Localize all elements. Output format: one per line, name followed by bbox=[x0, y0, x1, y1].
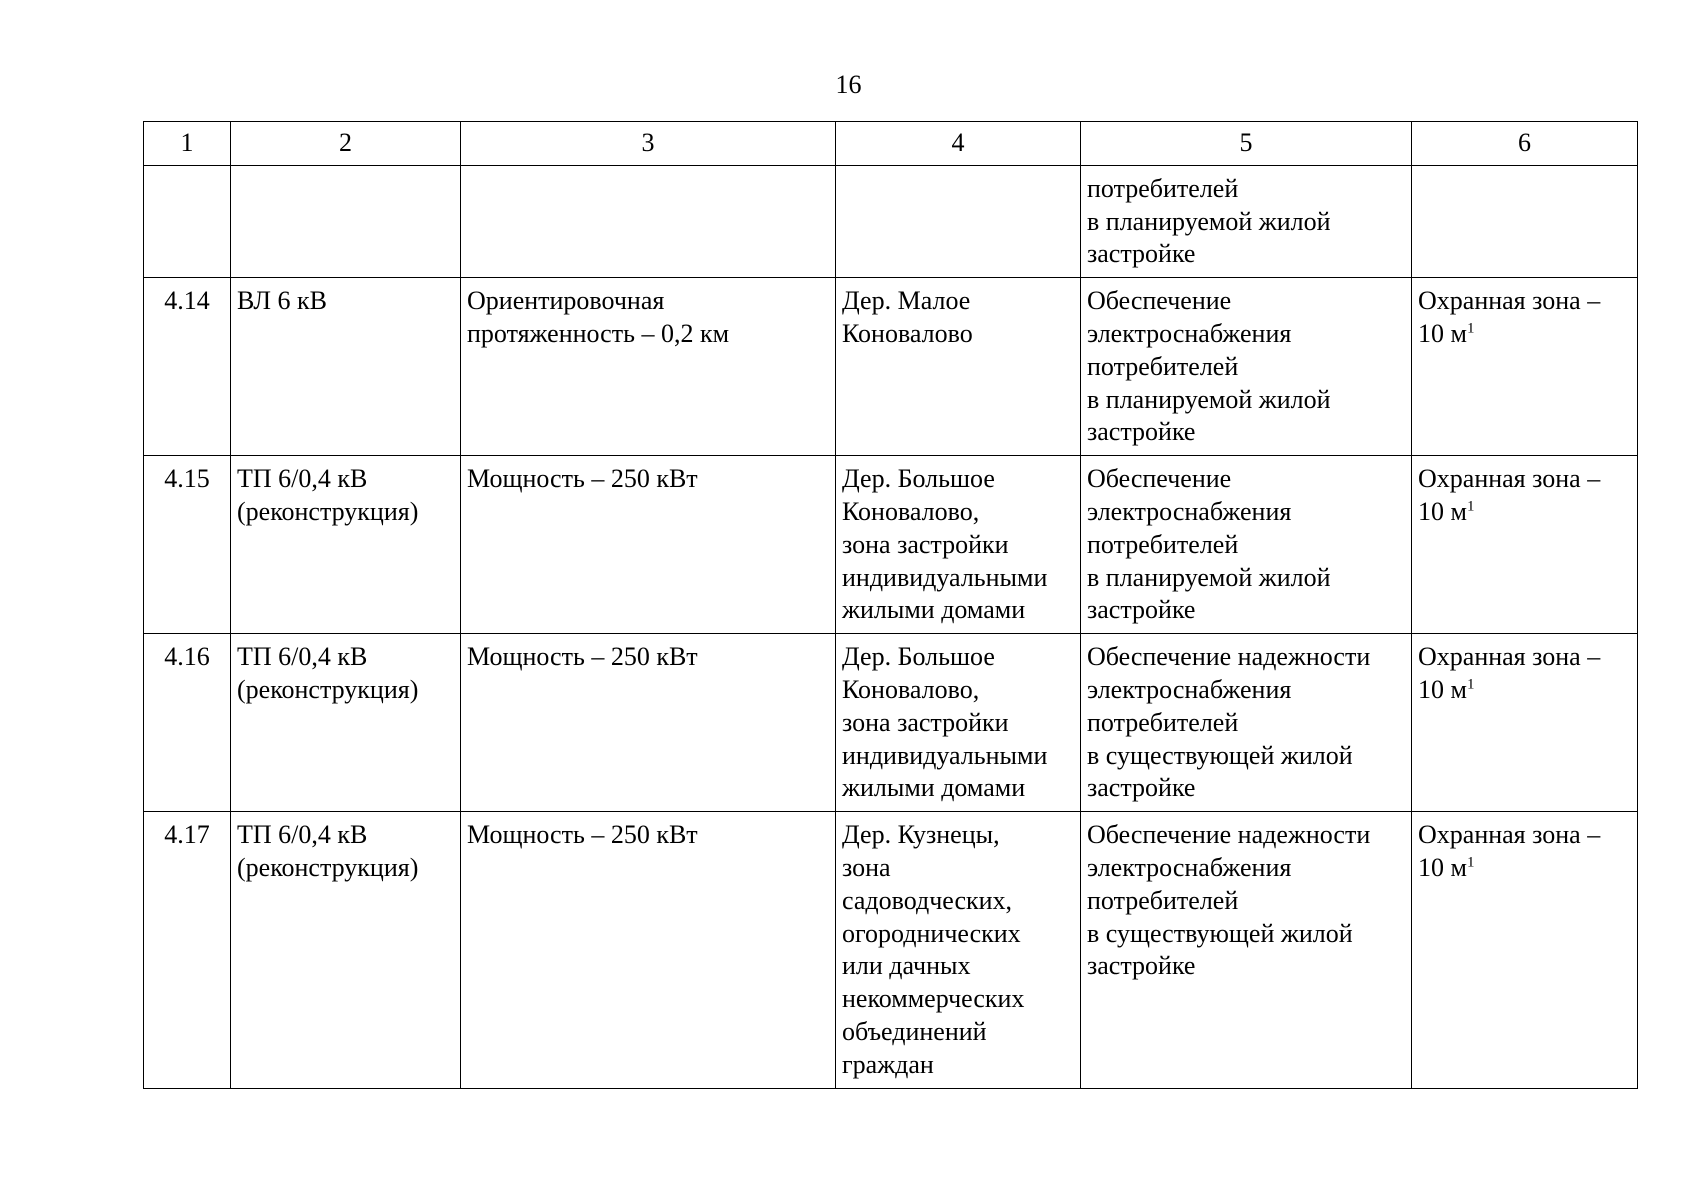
cell-text: Охранная зона – bbox=[1418, 464, 1601, 494]
purpose-cell bbox=[1081, 456, 1412, 634]
cell-text: потребителей bbox=[1087, 707, 1239, 737]
cell-text-line bbox=[237, 463, 454, 496]
cell-text-line bbox=[1087, 819, 1405, 852]
cell-text-line bbox=[1418, 496, 1631, 529]
cell-text: застройке bbox=[1087, 951, 1196, 981]
cell-text: Обеспечение bbox=[1087, 464, 1232, 494]
cell-text-line bbox=[842, 674, 1074, 707]
cell-text: 10 м bbox=[1418, 674, 1467, 704]
footnote-marker: 1 bbox=[1466, 676, 1475, 693]
column-header: 6 bbox=[1412, 122, 1638, 166]
cell-text-line bbox=[237, 819, 454, 852]
characteristics-cell bbox=[461, 278, 836, 456]
cell-text: Дер. Малое bbox=[842, 286, 971, 316]
cell-text: зона bbox=[842, 852, 891, 882]
object-name-cell bbox=[231, 456, 461, 634]
cell-text: в планируемой жилой bbox=[1087, 206, 1331, 236]
cell-text: электроснабжения bbox=[1087, 496, 1292, 526]
location-cell bbox=[836, 812, 1081, 1088]
cell-text: садоводческих, bbox=[842, 885, 1013, 915]
object-name-cell bbox=[231, 634, 461, 812]
location-cell bbox=[836, 165, 1081, 277]
cell-text-line bbox=[1087, 918, 1405, 951]
cell-text-line bbox=[1087, 173, 1405, 206]
object-name-cell bbox=[231, 278, 461, 456]
cell-text-line bbox=[467, 318, 829, 351]
cell-text-line bbox=[1087, 852, 1405, 885]
cell-text-line bbox=[1087, 351, 1405, 384]
cell-text: Дер. Большое bbox=[842, 464, 995, 494]
cell-text: ВЛ 6 кВ bbox=[237, 286, 327, 316]
cell-text: ТП 6/0,4 кВ bbox=[237, 642, 368, 672]
cell-text: в существующей жилой bbox=[1087, 740, 1353, 770]
location-cell bbox=[836, 634, 1081, 812]
cell-text-line bbox=[842, 740, 1074, 773]
table-row bbox=[144, 634, 1638, 812]
cell-text-line bbox=[1087, 496, 1405, 529]
cell-text-line bbox=[1418, 852, 1631, 885]
table-row bbox=[144, 456, 1638, 634]
cell-text-line bbox=[1087, 707, 1405, 740]
object-name-cell bbox=[231, 165, 461, 277]
cell-text-line bbox=[1087, 674, 1405, 707]
cell-text-line bbox=[842, 496, 1074, 529]
cell-text-line bbox=[1087, 594, 1405, 627]
footnote-marker: 1 bbox=[1466, 498, 1475, 515]
page-number: 16 bbox=[835, 70, 862, 99]
cell-text: Обеспечение надежности bbox=[1087, 820, 1371, 850]
cell-text: в планируемой жилой bbox=[1087, 384, 1331, 414]
cell-text-line bbox=[842, 885, 1074, 918]
cell-text: Мощность – 250 кВт bbox=[467, 642, 698, 672]
cell-text: Ориентировочная bbox=[467, 286, 665, 316]
cell-text: потребителей bbox=[1087, 885, 1239, 915]
cell-text: огороднических bbox=[842, 918, 1021, 948]
cell-text-line bbox=[842, 918, 1074, 951]
cell-text: или дачных bbox=[842, 951, 971, 981]
purpose-cell bbox=[1081, 278, 1412, 456]
cell-text-line bbox=[842, 562, 1074, 595]
cell-text-line bbox=[1087, 416, 1405, 449]
cell-text-line bbox=[842, 819, 1074, 852]
cell-text-line bbox=[842, 950, 1074, 983]
table-row bbox=[144, 165, 1638, 277]
characteristics-cell bbox=[461, 165, 836, 277]
cell-text-line bbox=[467, 819, 829, 852]
characteristics-cell bbox=[461, 456, 836, 634]
cell-text-line bbox=[842, 707, 1074, 740]
table-header-row bbox=[144, 122, 1638, 166]
cell-text-line bbox=[1087, 772, 1405, 805]
cell-text-line bbox=[1087, 318, 1405, 351]
cell-text: (реконструкция) bbox=[237, 496, 419, 526]
column-header: 1 bbox=[144, 122, 231, 166]
cell-text-line bbox=[237, 674, 454, 707]
column-header: 5 bbox=[1081, 122, 1412, 166]
cell-text-line bbox=[1087, 562, 1405, 595]
cell-text-line bbox=[1087, 238, 1405, 271]
table-body bbox=[144, 165, 1638, 1088]
cell-text: Коновалово bbox=[842, 318, 973, 348]
cell-text: индивидуальными bbox=[842, 740, 1048, 770]
cell-text-line bbox=[237, 496, 454, 529]
cell-text: индивидуальными bbox=[842, 562, 1048, 592]
cell-text: электроснабжения bbox=[1087, 852, 1292, 882]
cell-text: потребителей bbox=[1087, 173, 1239, 203]
cell-text: электроснабжения bbox=[1087, 674, 1292, 704]
cell-text: 10 м bbox=[1418, 318, 1467, 348]
cell-text-line bbox=[842, 852, 1074, 885]
cell-text-line bbox=[1418, 285, 1631, 318]
location-cell bbox=[836, 278, 1081, 456]
cell-text-line bbox=[467, 463, 829, 496]
cell-text: Обеспечение надежности bbox=[1087, 642, 1371, 672]
cell-text-line bbox=[842, 529, 1074, 562]
zone-cell bbox=[1412, 165, 1638, 277]
purpose-cell bbox=[1081, 812, 1412, 1088]
cell-text-line bbox=[1087, 463, 1405, 496]
cell-text: Мощность – 250 кВт bbox=[467, 820, 698, 850]
row-number-cell: 4.16 bbox=[144, 634, 231, 812]
cell-text: (реконструкция) bbox=[237, 674, 419, 704]
zone-cell bbox=[1412, 812, 1638, 1088]
cell-text: застройке bbox=[1087, 239, 1196, 269]
zone-cell bbox=[1412, 456, 1638, 634]
cell-text-line bbox=[842, 318, 1074, 351]
cell-text: Дер. Кузнецы, bbox=[842, 820, 1000, 850]
table-row bbox=[144, 812, 1638, 1088]
zone-cell bbox=[1412, 278, 1638, 456]
cell-text: Дер. Большое bbox=[842, 642, 995, 672]
cell-text: Охранная зона – bbox=[1418, 286, 1601, 316]
cell-text: объединений bbox=[842, 1016, 987, 1046]
cell-text: в существующей жилой bbox=[1087, 918, 1353, 948]
zone-cell bbox=[1412, 634, 1638, 812]
facilities-table bbox=[143, 121, 1638, 1089]
cell-text-line bbox=[1087, 384, 1405, 417]
cell-text: Охранная зона – bbox=[1418, 820, 1601, 850]
cell-text-line bbox=[1087, 885, 1405, 918]
cell-text-line bbox=[1418, 819, 1631, 852]
cell-text-line bbox=[1418, 641, 1631, 674]
footnote-marker: 1 bbox=[1466, 320, 1475, 337]
cell-text: 10 м bbox=[1418, 852, 1467, 882]
purpose-cell bbox=[1081, 165, 1412, 277]
table-row bbox=[144, 278, 1638, 456]
row-number-cell: 4.15 bbox=[144, 456, 231, 634]
cell-text-line bbox=[842, 594, 1074, 627]
cell-text-line bbox=[1418, 674, 1631, 707]
cell-text: застройке bbox=[1087, 595, 1196, 625]
purpose-cell bbox=[1081, 634, 1412, 812]
column-header: 3 bbox=[461, 122, 836, 166]
cell-text-line bbox=[1087, 740, 1405, 773]
cell-text: Обеспечение bbox=[1087, 286, 1232, 316]
cell-text: жилыми домами bbox=[842, 773, 1026, 803]
cell-text: Мощность – 250 кВт bbox=[467, 464, 698, 494]
cell-text-line bbox=[842, 285, 1074, 318]
cell-text-line bbox=[842, 1049, 1074, 1082]
cell-text: протяженность – 0,2 км bbox=[467, 318, 730, 348]
location-cell bbox=[836, 456, 1081, 634]
cell-text: некоммерческих bbox=[842, 984, 1025, 1014]
object-name-cell bbox=[231, 812, 461, 1088]
cell-text-line bbox=[842, 772, 1074, 805]
cell-text-line bbox=[1087, 206, 1405, 239]
column-header: 2 bbox=[231, 122, 461, 166]
cell-text-line bbox=[842, 983, 1074, 1016]
cell-text: 10 м bbox=[1418, 496, 1467, 526]
cell-text-line bbox=[1087, 641, 1405, 674]
cell-text: граждан bbox=[842, 1049, 934, 1079]
cell-text-line bbox=[1087, 529, 1405, 562]
characteristics-cell bbox=[461, 634, 836, 812]
cell-text-line bbox=[842, 641, 1074, 674]
cell-text: зона застройки bbox=[842, 707, 1009, 737]
row-number-cell bbox=[144, 165, 231, 277]
cell-text-line bbox=[1418, 463, 1631, 496]
cell-text: застройке bbox=[1087, 773, 1196, 803]
row-number-cell: 4.17 bbox=[144, 812, 231, 1088]
cell-text-line bbox=[842, 1016, 1074, 1049]
cell-text: (реконструкция) bbox=[237, 852, 419, 882]
cell-text-line bbox=[467, 641, 829, 674]
cell-text-line bbox=[237, 852, 454, 885]
cell-text-line bbox=[237, 641, 454, 674]
cell-text: ТП 6/0,4 кВ bbox=[237, 820, 368, 850]
cell-text: в планируемой жилой bbox=[1087, 562, 1331, 592]
cell-text: застройке bbox=[1087, 417, 1196, 447]
cell-text: потребителей bbox=[1087, 529, 1239, 559]
cell-text: зона застройки bbox=[842, 529, 1009, 559]
cell-text: потребителей bbox=[1087, 351, 1239, 381]
cell-text: ТП 6/0,4 кВ bbox=[237, 464, 368, 494]
cell-text-line bbox=[1087, 950, 1405, 983]
column-header: 4 bbox=[836, 122, 1081, 166]
cell-text: Коновалово, bbox=[842, 674, 980, 704]
row-number-cell: 4.14 bbox=[144, 278, 231, 456]
footnote-marker: 1 bbox=[1466, 854, 1475, 871]
cell-text-line bbox=[1418, 318, 1631, 351]
cell-text-line bbox=[237, 285, 454, 318]
cell-text: электроснабжения bbox=[1087, 318, 1292, 348]
cell-text-line bbox=[1087, 285, 1405, 318]
cell-text-line bbox=[842, 463, 1074, 496]
cell-text: Коновалово, bbox=[842, 496, 980, 526]
cell-text: жилыми домами bbox=[842, 595, 1026, 625]
cell-text-line bbox=[467, 285, 829, 318]
cell-text: Охранная зона – bbox=[1418, 642, 1601, 672]
characteristics-cell bbox=[461, 812, 836, 1088]
